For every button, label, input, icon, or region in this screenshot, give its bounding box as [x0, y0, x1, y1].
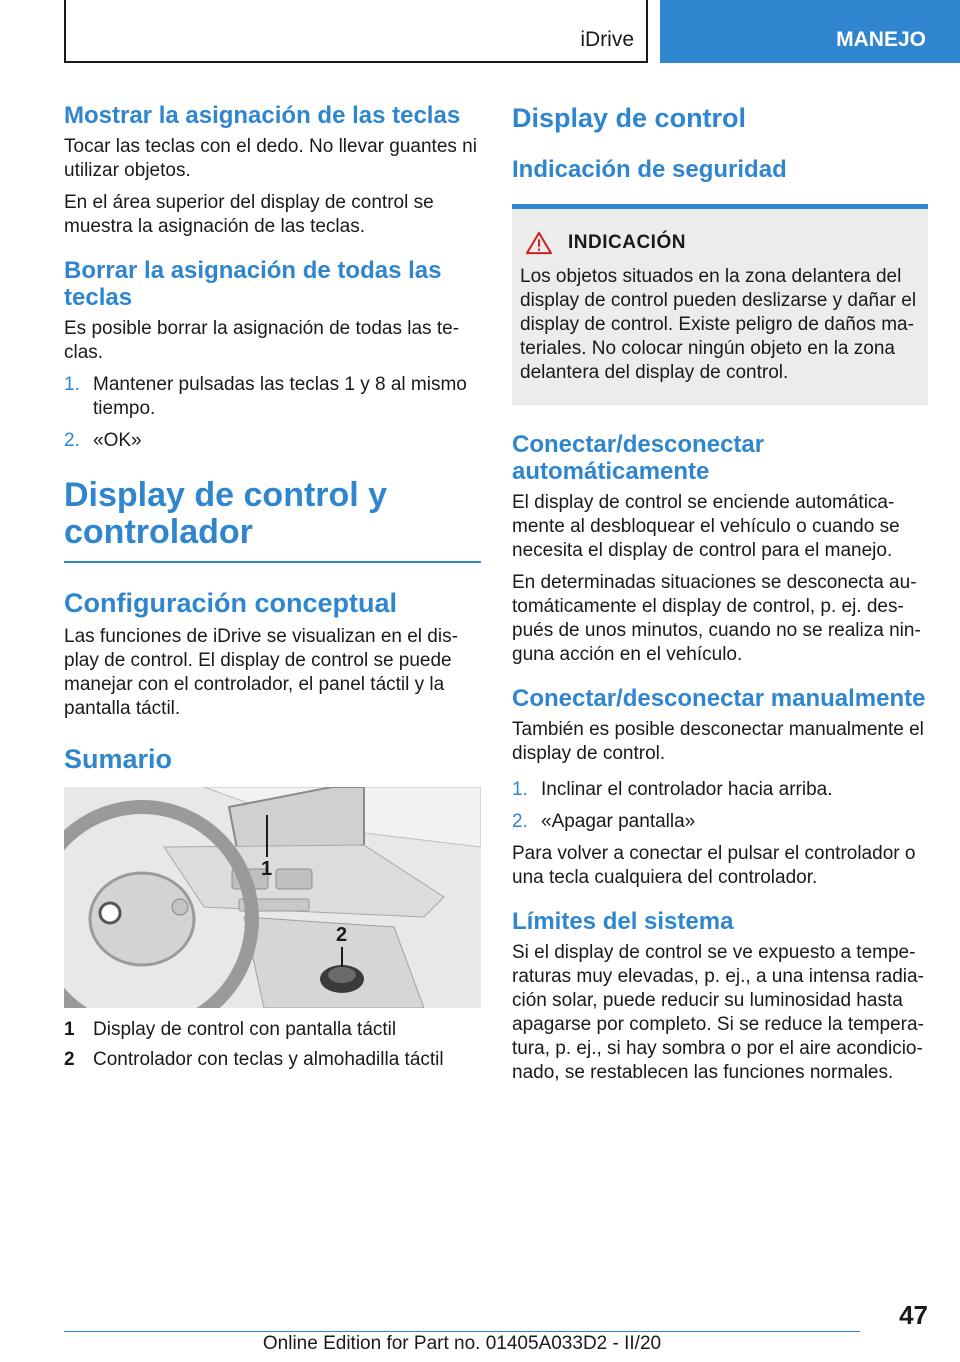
legend-row [64, 1048, 481, 1072]
step-number: 1. [512, 779, 528, 800]
step-text: Mantener pulsadas las teclas 1 y 8 al mismo tiempo. [93, 374, 467, 419]
heading-conectar-manualmente: Conectar/desconectar manualmente [512, 685, 926, 712]
header-chapter-tab[interactable]: MANEJO [660, 0, 960, 63]
step-text: «Apagar pantalla» [541, 811, 696, 832]
step-text: Inclinar el controlador hacia arriba. [541, 779, 833, 800]
warning-triangle-icon [524, 231, 554, 255]
step-number: 1. [64, 374, 80, 395]
legend-number: 2 [64, 1049, 75, 1070]
left-column [64, 102, 481, 1078]
footer-divider [64, 1331, 860, 1332]
step-number: 2. [64, 430, 80, 451]
legend-row [64, 1018, 481, 1042]
steps-manual [512, 778, 928, 834]
list-item [64, 373, 481, 421]
list-item [512, 810, 928, 834]
legend-text: Display de control con pantalla táctil [93, 1019, 397, 1040]
cockpit-illustration [64, 787, 481, 1008]
step-text: «OK» [93, 430, 142, 451]
heading-indicacion-seguridad: Indicación de seguridad [512, 156, 787, 183]
list-item [64, 429, 481, 453]
callout-1: 1 [261, 858, 273, 880]
heading-display-control-controlador: Display de control y controlador [64, 477, 481, 563]
paragraph-mostrar-1: Tocar las teclas con el dedo. No llevar guantes ni utilizar objetos. [64, 136, 477, 181]
step-number: 2. [512, 811, 528, 832]
cockpit-drawing [64, 787, 481, 1008]
heading-borrar-asignacion: Borrar la asignación de todas las teclas [64, 257, 442, 311]
callout-2: 2 [336, 924, 348, 946]
right-column [512, 102, 928, 1093]
heading-sumario: Sumario [64, 744, 173, 774]
heading-conectar-automaticamente: Conectar/desconectar automáticamente [512, 431, 765, 485]
legend-number: 1 [64, 1019, 75, 1040]
notice-title: INDICACIÓN [568, 232, 686, 253]
heading-mostrar-asignacion: Mostrar la asignación de las teclas [64, 102, 461, 129]
heading-limites-sistema: Límites del sistema [512, 908, 734, 935]
safety-notice [512, 204, 928, 405]
paragraph-limites: Si el display de control se ve expuesto a temperaturas muy elevadas, p. ej., a una intensa radiación solar, puede reducir su luminosidad hasta apagarse por completo. Si se reduce la temperatura, p. ej., si hay sombra o por el aire acondicionado, se restablecen las funciones normales. [512, 942, 924, 1083]
steps-borrar [64, 373, 481, 453]
paragraph-borrar: Es posible borrar la asignación de todas las teclas. [64, 318, 460, 363]
heading-display-de-control: Display de control [512, 103, 747, 133]
footer-edition: Online Edition for Part no. 01405A033D2 - II/20 [262, 1333, 662, 1354]
page-number: 47 [899, 1300, 928, 1330]
header-frame [64, 0, 648, 63]
paragraph-mostrar-2: En el área superior del display de control se muestra la asignación de las teclas. [64, 192, 434, 237]
paragraph-auto-2: En determinadas situaciones se desconecta automáticamente el display de control, p. ej. después de unos minutos, cuando no se realiza ninguna acción en el vehículo. [512, 572, 921, 665]
legend-text: Controlador con teclas y almohadilla táctil [93, 1049, 444, 1070]
paragraph-configuracion: Las funciones de iDrive se visualizan en el display de control. El display de control se puede manejar con el controlador, el panel táctil y la pantalla táctil. [64, 626, 458, 719]
notice-text: Los objetos situados en la zona delantera del display de control pueden deslizarse y dañar el display de control. Existe peligro de daños materiales. No colocar ningún objeto en la zona delantera del display de control. [520, 266, 917, 383]
list-item [512, 778, 928, 802]
header-section-title: iDrive [580, 28, 634, 51]
paragraph-volver: Para volver a conectar el pulsar el controlador o una tecla cualquiera del controlador. [512, 843, 916, 888]
figure-legend [64, 1018, 481, 1072]
heading-configuracion-conceptual: Configuración conceptual [64, 588, 398, 618]
paragraph-manual: También es posible desconectar manualmente el display de control. [512, 719, 924, 764]
paragraph-auto-1: El display de control se enciende automáticamente al desbloquear el vehículo o cuando se necesita el display de control para el manejo. [512, 492, 900, 561]
notice-header [520, 231, 920, 255]
